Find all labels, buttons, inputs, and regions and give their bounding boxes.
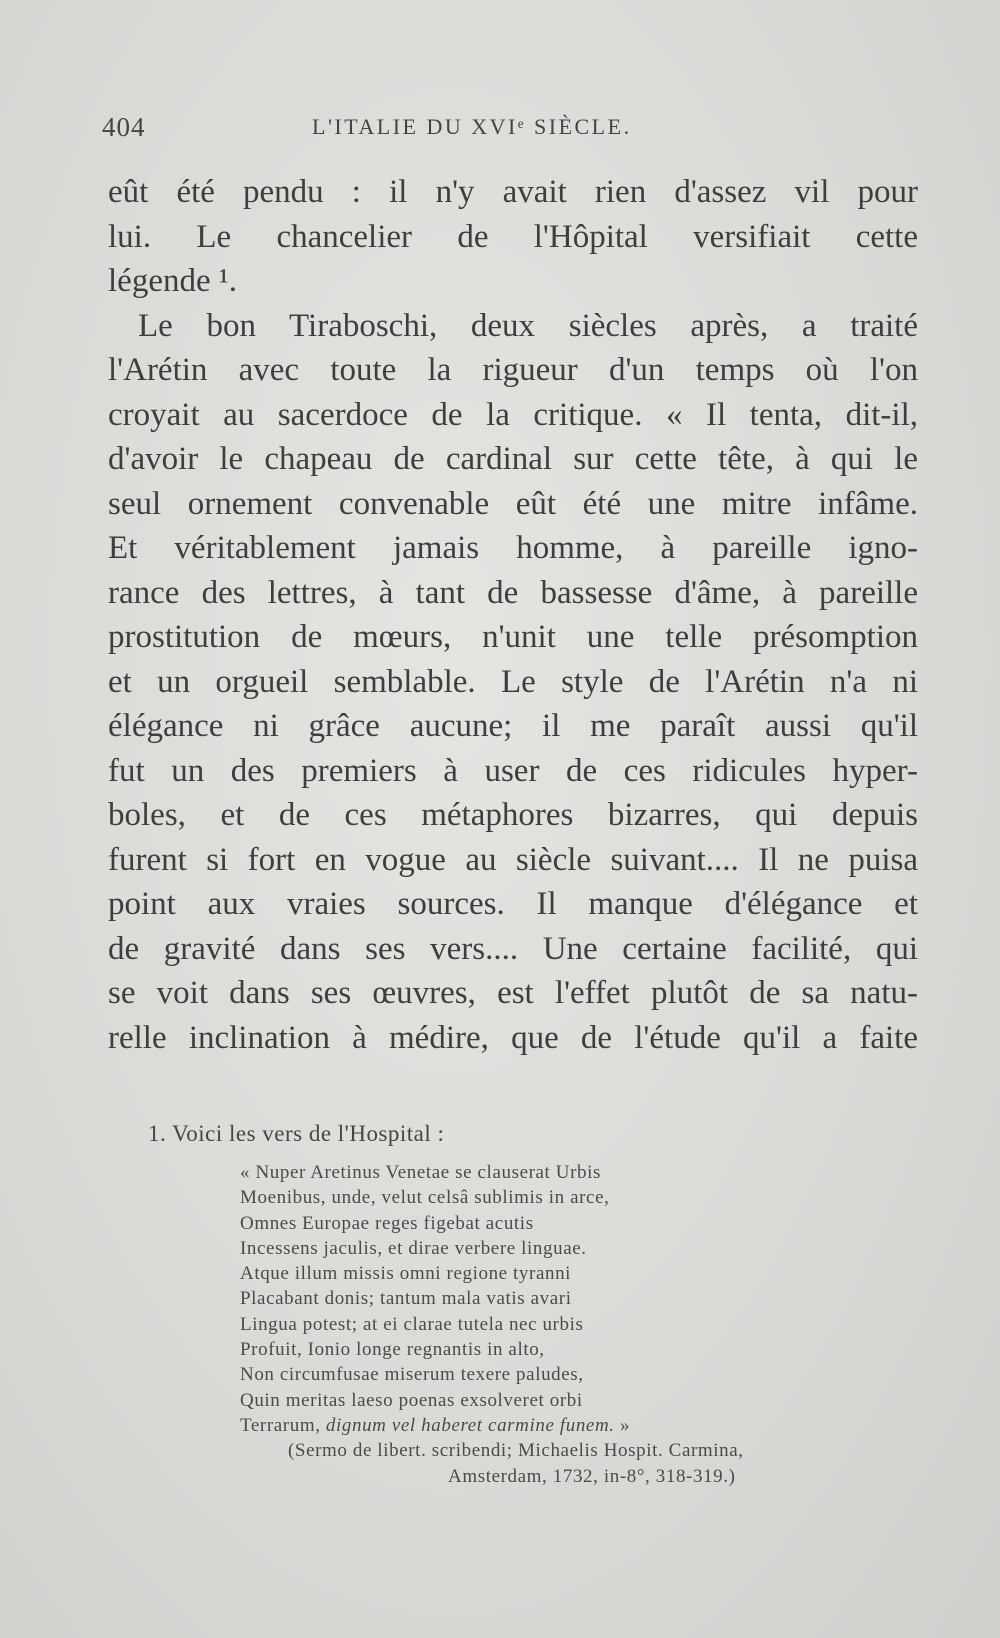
verse-line: Non circumfusae miserum texere paludes, <box>240 1364 584 1386</box>
page-header <box>102 112 902 152</box>
verse-closing-quote: » <box>614 1414 631 1436</box>
text-line: furent si fort en vogue au siècle suivant.... Il ne puisa <box>108 841 918 878</box>
text-line: seul ornement convenable eût été une mitre infâme. <box>108 485 918 522</box>
text-line: d'avoir le chapeau de cardinal sur cette tête, à qui le <box>108 441 918 477</box>
text-line: élégance ni grâce aucune; il me paraît aussi qu'il <box>108 708 918 744</box>
text-line: Le bon Tiraboschi, deux siècles après, a traité <box>138 307 918 344</box>
text-line: point aux vraies sources. Il manque d'élégance et <box>108 886 918 922</box>
text-line: boles, et de ces métaphores bizarres, qui depuis <box>108 797 918 833</box>
verse-line: Profuit, Ionio longe regnantis in alto, <box>240 1339 545 1361</box>
text-line: lui. Le chancelier de l'Hôpital versifiait cette <box>108 218 918 255</box>
verse-line: Omnes Europae reges figebat acutis <box>240 1212 534 1234</box>
verse-italic-part: dignum vel haberet carmine funem. <box>325 1414 615 1436</box>
text-line: légende ¹. <box>108 263 238 299</box>
source-citation-line-1: (Sermo de libert. scribendi; Michaelis Hospit. Carmina, <box>288 1440 744 1462</box>
verse-line: Moenibus, unde, velut celsâ sublimis in arce, <box>240 1187 610 1209</box>
verse-roman-part: Terrarum, <box>240 1414 326 1436</box>
text-line: prostitution de mœurs, n'unit une telle présomption <box>108 619 918 655</box>
latin-verses <box>240 1160 928 1438</box>
footnote-intro: 1. Voici les vers de l'Hospital : <box>148 1121 445 1146</box>
page-number: 404 <box>102 112 146 142</box>
main-text <box>108 170 918 1060</box>
verse-line: Incessens jaculis, et dirae verbere linguae. <box>240 1237 587 1259</box>
text-line: Et véritablement jamais homme, à pareille igno- <box>108 530 918 566</box>
text-line: l'Arétin avec toute la rigueur d'un temps où l'on <box>108 352 918 388</box>
verse-line-last <box>240 1413 928 1438</box>
text-line: se voit dans ses œuvres, est l'effet plutôt de sa natu- <box>108 975 918 1011</box>
verse-line: Placabant donis; tantum mala vatis avari <box>240 1288 572 1310</box>
verse-line: Atque illum missis omni regione tyranni <box>240 1263 572 1285</box>
text-line: et un orgueil semblable. Le style de l'Arétin n'a ni <box>108 663 918 700</box>
running-title: L'ITALIE DU XVIᵉ SIÈCLE. <box>312 114 632 139</box>
text-line: de gravité dans ses vers.... Une certaine facilité, qui <box>108 930 918 967</box>
text-line: fut un des premiers à user de ces ridicules hyper- <box>108 752 918 789</box>
verse-line: « Nuper Aretinus Venetae se clauserat Urbis <box>240 1162 602 1183</box>
text-line: relle inclination à médire, que de l'étude qu'il a faite <box>108 1019 918 1056</box>
verse-line: Lingua potest; at ei clarae tutela nec urbis <box>240 1313 584 1335</box>
text-line: eût été pendu : il n'y avait rien d'assez vil pour <box>108 174 918 210</box>
source-citation-line-2: Amsterdam, 1732, in-8°, 318-319.) <box>448 1465 736 1487</box>
verse-line: Quin meritas laeso poenas exsolveret orbi <box>240 1389 583 1411</box>
text-line: croyait au sacerdoce de la critique. « Il tenta, dit-il, <box>108 396 918 433</box>
text-line: rance des lettres, à tant de bassesse d'âme, à pareille <box>108 574 918 611</box>
footnote <box>148 1118 928 1489</box>
